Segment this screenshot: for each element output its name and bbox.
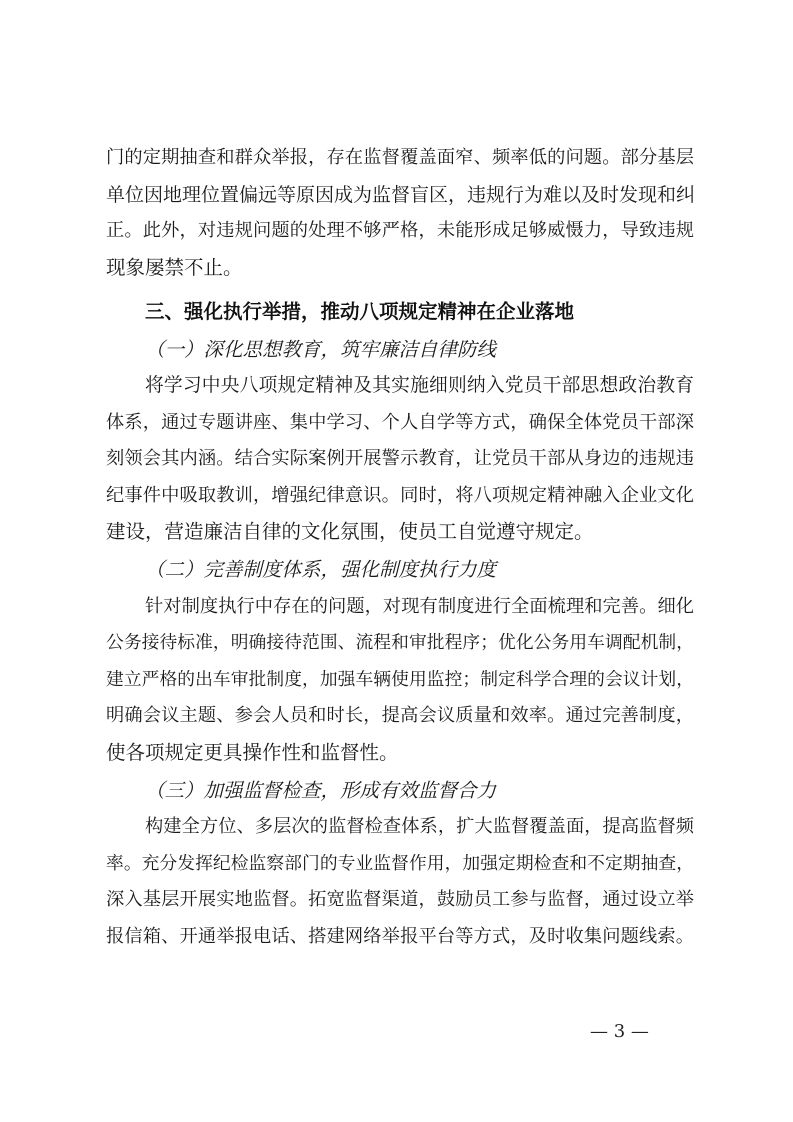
body-line: 报信箱、开通举报电话、搭建网络举报平台等方式，及时收集问题线索。 <box>106 926 694 947</box>
body-line: 现象屡禁不止。 <box>106 256 243 279</box>
body-line: 深入基层开展实地监督。拓宽监督渠道，鼓励员工参与监督，通过设立举 <box>106 889 694 910</box>
body-line: 将学习中央八项规定精神及其实施细则纳入党员干部思想政治教育 <box>145 375 694 396</box>
body-line: 公务接待标准，明确接待范围、流程和审批程序；优化公务用车调配机制， <box>106 633 694 653</box>
body-line: 针对制度执行中存在的问题，对现有制度进行全面梳理和完善。细化 <box>145 596 694 617</box>
subsection-heading: （三）加强监督检查，形成有效监督合力 <box>145 779 497 802</box>
subsection-heading: （一）深化思想教育，筑牢廉洁自律防线 <box>145 338 497 361</box>
body-line: 单位因地理位置偏远等原因成为监督盲区，违规行为难以及时发现和纠 <box>106 184 696 206</box>
body-line: 正。此外，对违规问题的处理不够严格，未能形成足够威慑力，导致违规 <box>106 220 694 241</box>
body-line: 使各项规定更具操作性和监督性。 <box>106 741 399 764</box>
body-line: 明确会议主题、参会人员和时长，提高会议质量和效率。通过完善制度， <box>106 705 694 726</box>
body-line: 构建全方位、多层次的监督检查体系，扩大监督覆盖面，提高监督频 <box>145 816 694 837</box>
body-line: 率。充分发挥纪检监察部门的专业监督作用，加强定期检查和不定期抽查， <box>106 854 694 874</box>
body-line: 体系，通过专题讲座、集中学习、个人自学等方式，确保全体党员干部深 <box>106 412 694 433</box>
body-line: 建立严格的出车审批制度，加强车辆使用监控；制定科学合理的会议计划， <box>106 670 694 690</box>
body-line: 纪事件中吸取教训，增强纪律意识。同时，将八项规定精神融入企业文化 <box>106 485 694 506</box>
body-line: 刻领会其内涵。结合实际案例开展警示教育，让党员干部从身边的违规违 <box>106 448 694 469</box>
subsection-heading: （二）完善制度体系，强化制度执行力度 <box>145 558 497 581</box>
section-heading: 三、强化执行举措，推动八项规定精神在企业落地 <box>145 300 575 323</box>
page-number: — 3 — <box>590 1021 649 1042</box>
body-line: 建设，营造廉洁自律的文化氛围，使员工自觉遵守规定。 <box>106 520 594 543</box>
body-line: 门的定期抽查和群众举报，存在监督覆盖面窄、频率低的问题。部分基层 <box>106 147 694 168</box>
